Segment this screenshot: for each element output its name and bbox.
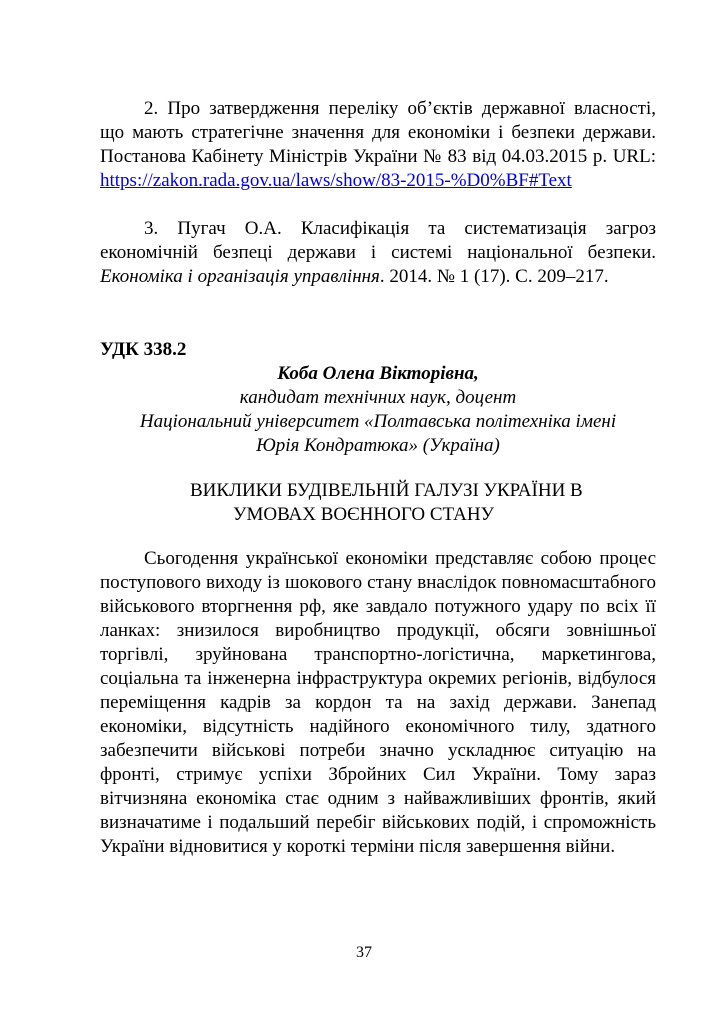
reference-3 [100, 217, 656, 289]
page-number: 37 [356, 944, 372, 961]
article-title-line-2: УМОВАХ ВОЄННОГО СТАНУ [233, 504, 495, 525]
reference-3-tail: . 2014. № 1 (17). С. 209–217. [379, 266, 609, 287]
reference-3-journal: Економіка і організація управління [100, 266, 380, 287]
author-affiliation-line-2: Юрія Кондратюка» (Україна) [256, 435, 500, 456]
reference-3-text: 3. Пугач О.А. Класифікація та систематизація загроз економічній безпеці держави і системі національної безпеки. [100, 218, 656, 263]
body-paragraph: Сьогодення української економіки представляє собою процес поступового виходу із шокового стану внаслідок повномасштабного військового вторгнення рф, яке завдало потужного удару по всіх її ланках: знизилося виробництво продукції, обсяги зовнішньої торгівлі, зруйнована транспортно-логістична, маркетингова, соціальна та інженерна інфраструктура окремих регіонів, відбулося переміщення кадрів за кордон та на захід держави. Занепад економіки, відсутність надійного економічного тилу, здатного забезпечити військові потреби значно ускладнює ситуацію на фронті, стримує успіхи Збройних Сил України. Тому зараз вітчизняна економіка стає одним з найважливіших фронтів, який визначатиме і подальший перебіг військових подій, і спроможність України відновитися у короткі терміни після завершення війни. [100, 548, 656, 857]
reference-2-link[interactable]: https://zakon.rada.gov.ua/laws/show/83-2015-%D0%BF#Text [100, 170, 572, 191]
author-affiliation-line-1: Національний університет «Полтавська політехніка імені [139, 411, 617, 432]
article-title-line-1: ВИКЛИКИ БУДІВЕЛЬНІЙ ГАЛУЗІ УКРАЇНИ В [190, 480, 583, 501]
reference-2 [100, 97, 656, 193]
reference-2-text: 2. Про затвердження переліку об’єктів державної власності, що мають стратегічне значення для економіки і безпеки держави. Постанова Кабінету Міністрів України № 83 від 04.03.2015 р. URL: [100, 98, 656, 167]
author-degree: кандидат технічних наук, доцент [239, 387, 517, 408]
author-block [100, 362, 656, 458]
author-name: Коба Олена Вікторівна, [277, 363, 479, 384]
udk-code: УДК 338.2 [100, 339, 187, 360]
article-title [100, 479, 656, 527]
